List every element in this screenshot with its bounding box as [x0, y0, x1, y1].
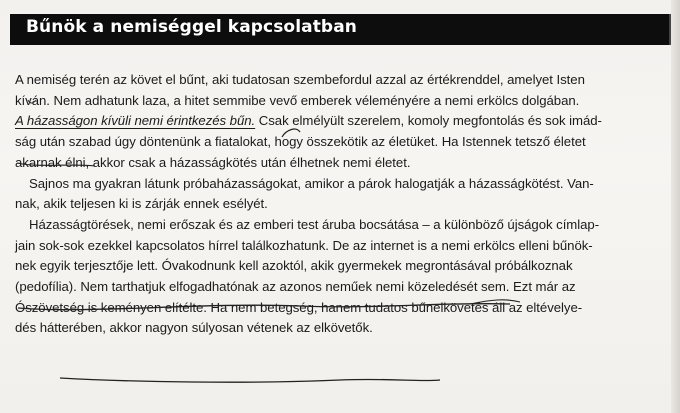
text-line: Ószövetség is keményen elítélte. Ha nem betegség, hanem tudatos bűnelkövetés áll az eltévelye-	[15, 299, 583, 315]
page-edge	[671, 0, 680, 413]
text-line: Házasságtörések, nemi erőszak és az emberi test áruba bocsátása – a különböző újságok címlap-	[29, 216, 600, 232]
text-line: (pedofília). Nem tarthatjuk elfogadhatónak az azonos neműek nemi közeledését sem. Ezt már az	[15, 279, 576, 295]
text-line: nek egyik terjesztője lett. Óvakodnunk kell azoktól, akik gyermekek megrontásával próbálkoznak	[15, 258, 573, 274]
pen-underline	[60, 378, 440, 382]
body-text	[15, 70, 675, 339]
text-line: A nemiség terén az követ el bűnt, aki tudatosan szembefordul azzal az értékrenddel, amelyet Isten	[15, 72, 585, 87]
text-line: jain sok-sok ezekkel kapcsolatos hírrel találkozhatunk. De az internet is a nemi erkölcs elleni bűnök-	[15, 237, 593, 253]
text-line: kíván. Nem adhatunk laza, a hitet semmibe vevő emberek véleményére a nemi erkölcs dolgában.	[15, 92, 580, 108]
text-line: ság után szabad úgy döntenünk a fiatalokat, hogy összekötik az életüket. Ha Istennek tetsző életet	[15, 134, 586, 150]
text-line: Sajnos ma gyakran látunk próbaházasságokat, amikor a párok halogatják a házasságkötést. Van-	[29, 175, 594, 191]
text-line: akarnak élni, akkor csak a házasságkötés után élhetnek nemi életet.	[15, 154, 411, 170]
text-line-rest: Csak elmélyült szerelem, komoly megfontolás és sok imád-	[255, 113, 602, 129]
text-line: dés hátterében, akkor nagyon súlyosan vétenek az elkövetők.	[15, 320, 373, 336]
page-title: Bűnök a nemiséggel kapcsolatban	[26, 17, 357, 37]
title-bar	[10, 14, 671, 45]
text-line	[15, 111, 675, 132]
emphasized-sentence: A házasságon kívüli nemi érintkezés bűn.	[15, 113, 256, 129]
text-line: nak, akik teljesen ki is zárják ennek esélyét.	[15, 196, 268, 212]
